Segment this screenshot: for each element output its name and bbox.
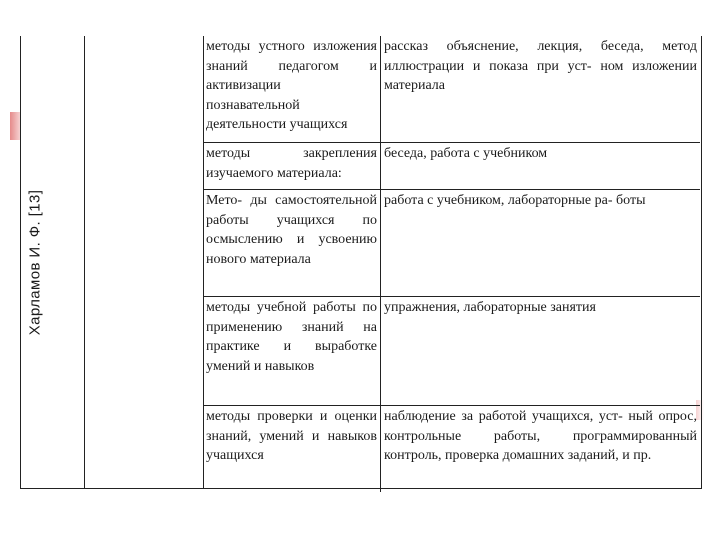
methods-table [203,36,700,492]
method-cell: Мето- ды самостоятельной работы учащихся по осмыслению и усвоению нового материала [203,190,381,296]
decorative-accent-bar [10,112,20,140]
method-cell: методы устного изложения знаний педагогом и активизации познавательной деятельности учащихся [203,36,381,142]
author-column [20,36,50,488]
forms-cell: работа с учебником, лабораторные ра- боты [384,193,646,208]
table-row [203,190,700,297]
method-cell: методы проверки и оценки знаний, умений и навыков учащихся [203,406,381,492]
table-column-divider [84,36,85,488]
method-cell: методы закрепления изучаемого материала: [203,143,381,189]
forms-cell: беседа, работа с учебником [384,146,548,161]
table-row [203,143,700,190]
forms-cell: наблюдение за работой учащихся, уст- ный опрос, контрольные работы, программированный контроль, проверка домашних заданий, и пр. [384,409,697,463]
table-row [203,406,700,492]
method-cell: методы учебной работы по применению знаний на практике и выработке умений и навыков [203,297,381,405]
table-row [203,297,700,406]
forms-cell: упражнения, лабораторные занятия [384,300,596,315]
forms-cell: рассказ объяснение, лекция, беседа, метод иллюстрации и показа при уст- ном изложении материала [384,39,697,93]
author-citation: Харламов И. Ф. [13] [26,189,44,335]
table-row [203,36,700,143]
